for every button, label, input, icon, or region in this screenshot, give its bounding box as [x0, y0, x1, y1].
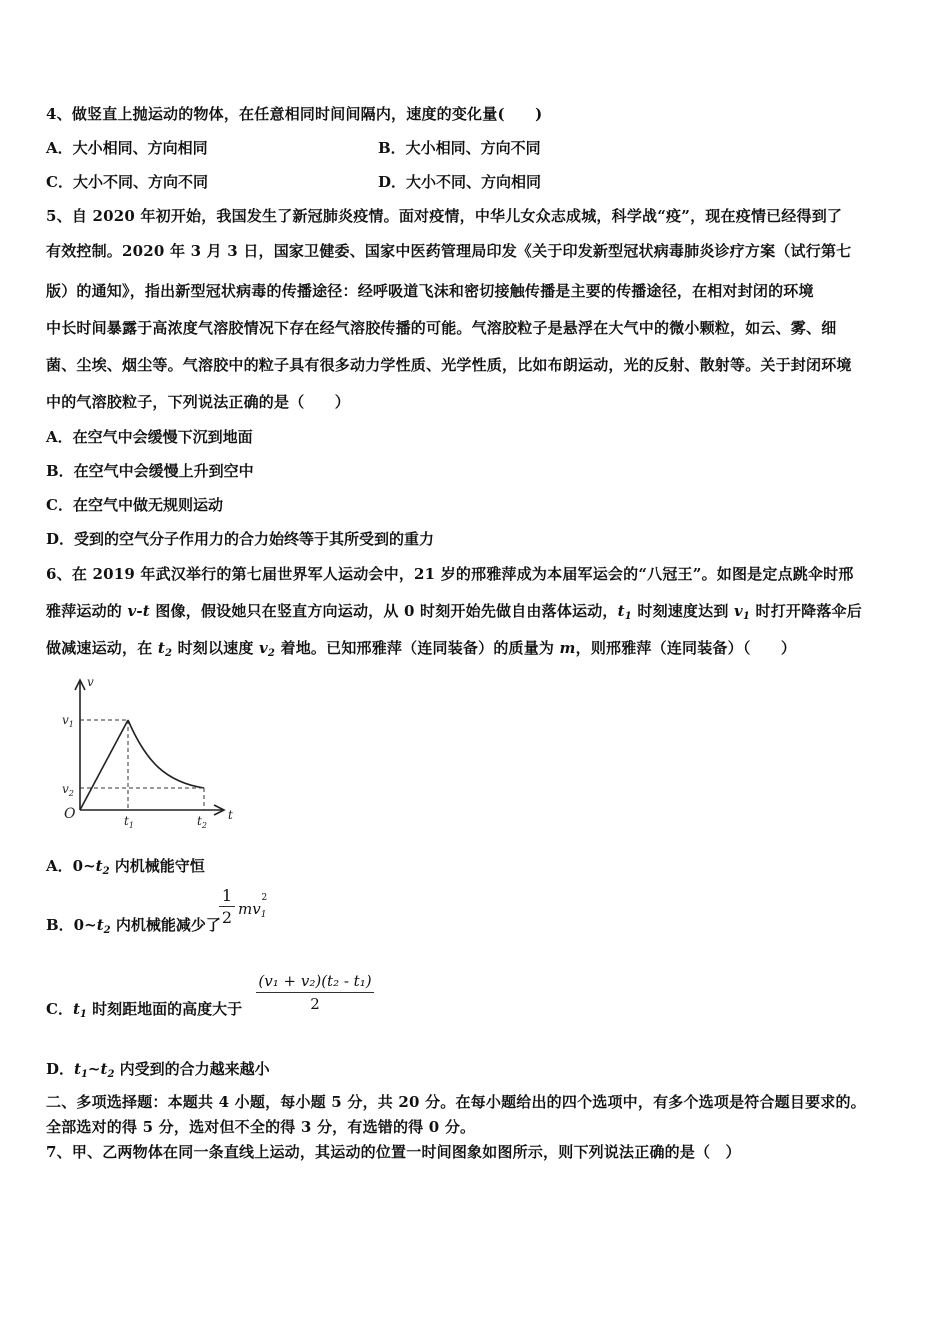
q6-line-2: 雅萍运动的 v-t 图像，假设她只在竖直方向运动，从 0 时刻开始先做自由落体运动，$t_1$ 时刻速度达到 $v_1$ 时打开降落伞后	[46, 602, 862, 622]
q5-line-5: 菌、尘埃、烟尘等。气溶胶中的粒子具有很多动力学性质、光学性质，比如布朗运动，光的反射、散射等。关于封闭环境	[46, 356, 852, 374]
graph-free-fall-line	[80, 720, 128, 810]
q4-option-b: B．大小相同、方向不同	[378, 139, 541, 157]
q6-b-fraction-denominator: 2	[221, 908, 233, 927]
q5-option-a: A．在空气中会缓慢下沉到地面	[46, 428, 253, 446]
q6-option-a: A．$0\sim t_2$ 内机械能守恒	[46, 857, 205, 877]
q6-option-d: D．$t_1\sim t_2$ 内受到的合力越来越小	[46, 1060, 270, 1080]
graph-v1-label: $v_1$	[62, 713, 74, 729]
v-t-graph	[56, 672, 246, 830]
q5-option-b: B．在空气中会缓慢上升到空中	[46, 462, 254, 480]
q6-line-3: 做减速运动，在 $t_2$ 时刻以速度 $v_2$ 着地。已知邢雅萍（连同装备）的质量为 m，则邢雅萍（连同装备）（ ）	[46, 639, 797, 659]
graph-deceleration-curve	[128, 720, 204, 788]
graph-t2-label: $t_2$	[197, 814, 207, 830]
graph-t1-label: $t_1$	[124, 814, 134, 830]
q6-b-fraction-numerator: 1	[221, 886, 233, 905]
q5-option-c: C．在空气中做无规则运动	[46, 496, 223, 514]
graph-v2-label: $v_2$	[62, 782, 74, 798]
q5-line-1: 5、自 2020 年初开始，我国发生了新冠肺炎疫情。面对疫情，中华儿女众志成城，科学战“疫”，现在疫情已经得到了	[46, 207, 843, 225]
q5-line-2: 有效控制。2020 年 3 月 3 日，国家卫健委、国家中医药管理局印发《关于印发新型冠状病毒肺炎诊疗方案（试行第七	[46, 242, 852, 260]
graph-t-label: t	[228, 808, 233, 822]
q6-b-expression: $mv_1^2$	[238, 893, 268, 920]
section2-line-1: 二、多项选择题：本题共 4 小题，每小题 5 分，共 20 分。在每小题给出的四个选项中，有多个选项是符合题目要求的。	[46, 1093, 866, 1111]
q5-option-d: D．受到的空气分子作用力的合力始终等于其所受到的重力	[46, 530, 435, 548]
q6-option-c: C．$t_1$ 时刻距地面的高度大于	[46, 1000, 243, 1020]
q4-option-c: C．大小不同、方向不同	[46, 173, 208, 191]
q7-stem: 7、甲、乙两物体在同一条直线上运动，其运动的位置一时间图象如图所示，则下列说法正确的是（ ）	[46, 1143, 741, 1161]
q6-c-fraction-numerator: (v₁ + v₂)(t₂ - t₁)	[258, 972, 372, 990]
q4-option-a: A．大小相同、方向相同	[46, 139, 208, 157]
q6-c-fraction	[256, 972, 374, 1013]
q5-line-3: 版）的通知》，指出新型冠状病毒的传播途径：经呼吸道飞沫和密切接触传播是主要的传播途径，在相对封闭的环境	[46, 282, 814, 300]
q6-b-fraction-bar	[219, 906, 235, 907]
q4-option-d: D．大小不同、方向相同	[378, 173, 542, 191]
q6-line-1: 6、在 2019 年武汉举行的第七届世界军人运动会中，21 岁的邢雅萍成为本届军运会的“八冠王”。如图是定点跳伞时邢	[46, 565, 854, 583]
q6-c-fraction-denominator: 2	[310, 995, 320, 1013]
section2-line-2: 全部选对的得 5 分，选对但不全的得 3 分，有选错的得 0 分。	[46, 1118, 476, 1136]
q6-option-b: B．$0\sim t_2$ 内机械能减少了	[46, 916, 221, 936]
q6-b-fraction	[219, 886, 235, 927]
q6-c-fraction-bar	[256, 992, 374, 993]
q4-stem: 4、做竖直上抛运动的物体，在任意相同时间间隔内，速度的变化量( )	[46, 105, 543, 123]
graph-v-label: v	[87, 675, 94, 689]
q5-line-6: 中的气溶胶粒子，下列说法正确的是（ ）	[46, 393, 351, 411]
graph-origin-label: O	[64, 806, 76, 822]
q5-line-4: 中长时间暴露于高浓度气溶胶情况下存在经气溶胶传播的可能。气溶胶粒子是悬浮在大气中的微小颗粒，如云、雾、细	[46, 319, 837, 337]
